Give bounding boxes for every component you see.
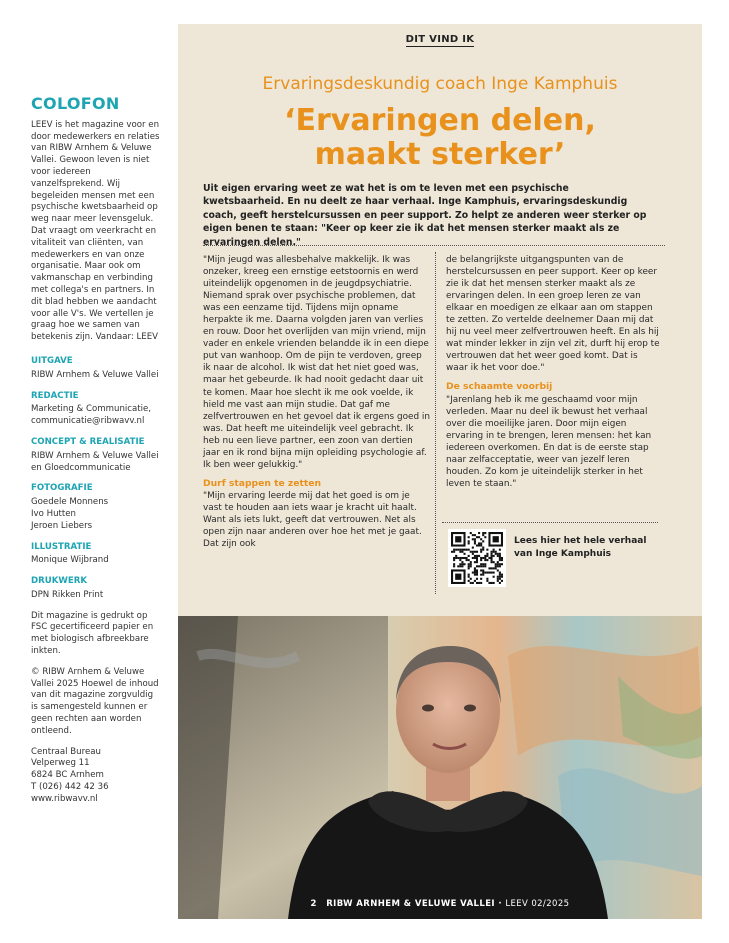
colofon-section-uitgave xyxy=(31,356,161,382)
colofon-section-illustratie xyxy=(31,542,161,568)
colofon-heading: DRUKWERK xyxy=(31,576,88,587)
subheading: De schaamte voorbij xyxy=(446,381,553,393)
qr-caption: Lees hier het hele verhaal van Inge Kamphuis xyxy=(514,536,647,559)
colofon-heading: REDACTIE xyxy=(31,390,79,401)
colofon-section-fotografie xyxy=(31,483,161,532)
qr-code-icon xyxy=(451,532,503,584)
colofon-title: COLOFON xyxy=(31,94,120,113)
colofon-line: en Gloedcommunicatie xyxy=(31,462,131,473)
section-label-text: DIT VIND IK xyxy=(405,34,475,45)
colofon-address xyxy=(31,747,161,806)
footer-separator: · xyxy=(498,899,502,909)
page-footer xyxy=(178,899,702,909)
address-line: Centraal Bureau xyxy=(31,746,101,757)
colofon-line: RIBW Arnhem & Veluwe Vallei xyxy=(31,369,159,380)
body-paragraph: Ik ben weer gelukkig." xyxy=(203,459,303,470)
body-paragraph: "Jarenlang heb ik me geschaamd voor mijn verleden. Maar nu deel ik bewust het verhaal over die moeilijke jaren. Door mijn eigen ervaring in te brengen, leren mensen: het kan iedereen overkomen. En dat is de eerste stap naar zelfacceptatie, weer van jezelf leren houden. Zo kom je uiteindelijk sterker in het leven te staan." xyxy=(446,394,652,489)
footer-publisher: RIBW ARNHEM & VELUWE VALLEI xyxy=(326,899,495,909)
colofon-print-note: Dit magazine is gedrukt op FSC gecertificeerd papier en met biologisch afbreekbare inkten. xyxy=(31,610,154,657)
headline-line: maakt sterker’ xyxy=(314,137,566,172)
colofon-intro: LEEV is het magazine voor en door medewerkers en relaties van RIBW Arnhem & Veluwe Vallei. Gewoon leven is niet voor iedereen vanzelfsprekend. Wij begeleiden mensen met een psychische kwetsbaarheid op weg naar meer levensgeluk. Dat vraagt om veerkracht en vitaliteit van cliënten, van medewerkers en van onze organisatie. Maar ook om vakmanschap en verbinding met collega's en partners. In dit blad hebben we aandacht voor alle V's. We vertellen je graag hoe we samen van betekenis zijn. Vandaar: LEEV xyxy=(31,119,160,343)
footer-issue: LEEV 02/2025 xyxy=(505,899,570,909)
address-phone: T (026) 442 42 36 xyxy=(31,782,109,793)
portrait-illustration xyxy=(178,616,702,919)
colofon-heading: UITGAVE xyxy=(31,355,73,366)
colofon-section-concept xyxy=(31,437,161,474)
article-panel xyxy=(178,24,702,616)
body-paragraph: "Mijn jeugd was allesbehalve makkelijk. Ik was onzeker, kreeg een ernstige eetstoornis en werd uiteindelijk opgenomen in de jeugdpsychiatrie. Niemand sprak over psychische problemen, dat was een eenzame tijd. Tijdens mijn opname herpakte ik me. Daarna volgden jaren van verlies en rouw. Door het overlijden van mijn vriend, mijn vader en enkele vrienden belandde ik in een diepe put van wanhoop. Om de pijn te verdoven, greep ik naar de alcohol. Ik wist dat het niet goed was, maar het gebeurde. Ik had nooit gedacht daar uit te komen. Maar hoe slecht ik me ook voelde, ik hield me vast aan mijn studie. Dat gaf me zelfvertrouwen en het gevoel dat ik ergens goed in was. Dat heeft me uiteindelijk veel gebracht. Ik heb nu een lieve partner, een zoon van dertien jaar en ik rond bijna mijn opleiding psychologie af. xyxy=(203,255,431,458)
article-kicker: Ervaringsdeskundig coach Inge Kamphuis xyxy=(262,74,618,94)
address-line: Velperweg 11 xyxy=(31,758,90,769)
page-number: 2 xyxy=(310,899,317,909)
colofon-line: Monique Wijbrand xyxy=(31,555,109,566)
article-column-1 xyxy=(203,254,431,550)
headline-line: ‘Ervaringen delen, xyxy=(284,103,596,138)
colofon-heading: ILLUSTRATIE xyxy=(31,541,92,552)
colofon-line: Jeroen Liebers xyxy=(31,520,93,531)
article-headline xyxy=(178,104,702,172)
colofon-line: Ivo Hutten xyxy=(31,508,76,519)
colofon-line: DPN Rikken Print xyxy=(31,589,104,600)
article-column-2 xyxy=(446,254,662,490)
colofon-sidebar xyxy=(31,94,161,815)
column-divider xyxy=(435,252,436,594)
address-line: 6824 BC Arnhem xyxy=(31,770,104,781)
colofon-line: RIBW Arnhem & Veluwe Vallei xyxy=(31,450,159,461)
colofon-email-link[interactable]: communicatie@ribwavv.nl xyxy=(31,416,145,427)
subheading: Durf stappen te zetten xyxy=(203,477,322,489)
body-paragraph: de belangrijkste uitgangspunten van de herstelcursussen en peer support. Keer op keer zie ik dat het mensen sterker maakt als ze ervaringen delen. In een groep leren ze van elkaar en moedigen ze elkaar aan om stappen te zetten. Zo vertelde deelnemer Daan mij dat hij nu veel meer zelfvertrouwen heeft. En als hij wat minder lekker in zijn vel zit, durft hij erop te vertrouwen dat het weer goed komt. Dat is waar ik het voor doe." xyxy=(446,255,660,374)
divider xyxy=(203,245,665,246)
colofon-section-redactie xyxy=(31,391,161,428)
colofon-heading: FOTOGRAFIE xyxy=(31,483,93,494)
section-label xyxy=(178,34,702,45)
qr-code[interactable] xyxy=(448,529,506,587)
portrait-photo xyxy=(178,616,702,919)
colofon-copyright: © RIBW Arnhem & Veluwe Vallei 2025 Hoewel de inhoud van dit magazine zorgvuldig is samengesteld kunnen er geen rechten aan worden ontleend. xyxy=(31,666,159,736)
website-link[interactable]: www.ribwavv.nl xyxy=(31,793,98,804)
colofon-line: Goedele Monnens xyxy=(31,497,109,508)
body-paragraph: "Mijn ervaring leerde mij dat het goed is om je vast te houden aan iets waar je kracht uit haalt. Want als iets lukt, geeft dat vertrouwen. Net als open zijn naar anderen over hoe het met je gaat. Dat zijn ook xyxy=(203,490,422,550)
colofon-section-drukwerk xyxy=(31,576,161,602)
colofon-heading: CONCEPT & REALISATIE xyxy=(31,436,145,447)
article-lead: Uit eigen ervaring weet ze wat het is om te leven met een psychische kwetsbaarheid. En nu deelt ze haar verhaal. Inge Kamphuis, ervaringsdeskundig coach, geeft herstelcursussen en peer support. Zo helpt ze anderen weer sterker op eigen benen te staan: "Keer op keer zie ik dat het mensen sterker maakt als ze ervaringen delen." xyxy=(203,183,647,248)
colofon-line: Marketing & Communicatie, xyxy=(31,404,152,415)
divider xyxy=(442,522,658,523)
